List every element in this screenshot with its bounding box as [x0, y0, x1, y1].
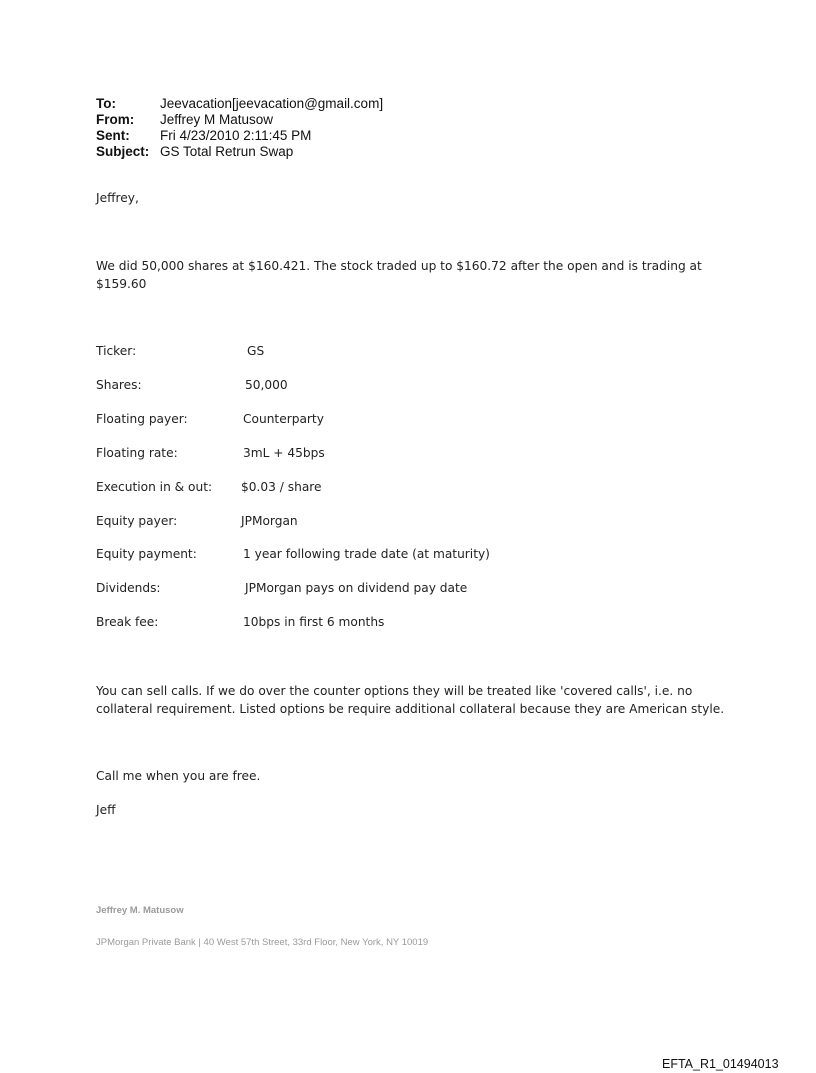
term-value: JPMorgan pays on dividend pay date — [245, 581, 468, 595]
term-label: Dividends: — [96, 581, 161, 595]
term-label: Shares: — [96, 378, 142, 392]
to-value: Jeevacation[jeevacation@gmail.com] — [160, 96, 384, 111]
term-row-ticker — [96, 343, 265, 359]
term-label: Break fee: — [96, 615, 159, 629]
options-paragraph: You can sell calls. If we do over the counter options they will be treated like 'covered calls', i.e. no collateral requirement. Listed options be require additional collateral because they are American style. — [96, 684, 725, 716]
subject-label: Subject: — [96, 144, 150, 159]
subject-value: GS Total Retrun Swap — [160, 144, 294, 159]
email-header — [96, 96, 383, 160]
term-value: 3mL + 45bps — [243, 446, 325, 460]
from-label: From: — [96, 112, 135, 127]
term-value: JPMorgan — [241, 514, 298, 528]
term-value: 1 year following trade date (at maturity) — [243, 547, 490, 561]
signature-address: JPMorgan Private Bank | 40 West 57th Street, 33rd Floor, New York, NY 10019 — [96, 937, 429, 948]
term-value: 50,000 — [245, 378, 288, 392]
term-label: Floating rate: — [96, 446, 178, 460]
signoff: Jeff — [96, 803, 116, 817]
term-value: Counterparty — [243, 412, 324, 426]
call-me-line: Call me when you are free. — [96, 769, 261, 783]
sent-value: Fri 4/23/2010 2:11:45 PM — [160, 128, 312, 143]
document-id: EFTA_R1_01494013 — [662, 1057, 779, 1071]
term-row-equity-payment — [96, 546, 490, 562]
signature-name: Jeffrey M. Matusow — [96, 905, 184, 916]
term-label: Floating payer: — [96, 412, 188, 426]
term-row-break-fee — [96, 614, 385, 630]
term-value: $0.03 / share — [241, 480, 322, 494]
header-subject-row — [96, 144, 383, 160]
term-label: Equity payment: — [96, 547, 197, 561]
term-row-execution — [96, 479, 322, 495]
sent-label: Sent: — [96, 128, 130, 143]
term-label: Equity payer: — [96, 514, 178, 528]
term-value: 10bps in first 6 months — [243, 615, 385, 629]
greeting: Jeffrey, — [96, 191, 139, 205]
term-row-floating-rate — [96, 445, 325, 461]
term-value: GS — [247, 344, 265, 358]
header-from-row — [96, 112, 383, 128]
term-row-floating-payer — [96, 411, 324, 427]
term-label: Execution in & out: — [96, 480, 213, 494]
term-row-dividends — [96, 580, 468, 596]
header-to-row — [96, 96, 383, 112]
term-label: Ticker: — [96, 344, 137, 358]
term-row-equity-payer — [96, 513, 298, 529]
trade-paragraph: We did 50,000 shares at $160.421. The stock traded up to $160.72 after the open and is trading at $159.60 — [96, 259, 702, 291]
from-value: Jeffrey M Matusow — [160, 112, 274, 127]
to-label: To: — [96, 96, 116, 111]
header-sent-row — [96, 128, 383, 144]
term-row-shares — [96, 377, 288, 393]
